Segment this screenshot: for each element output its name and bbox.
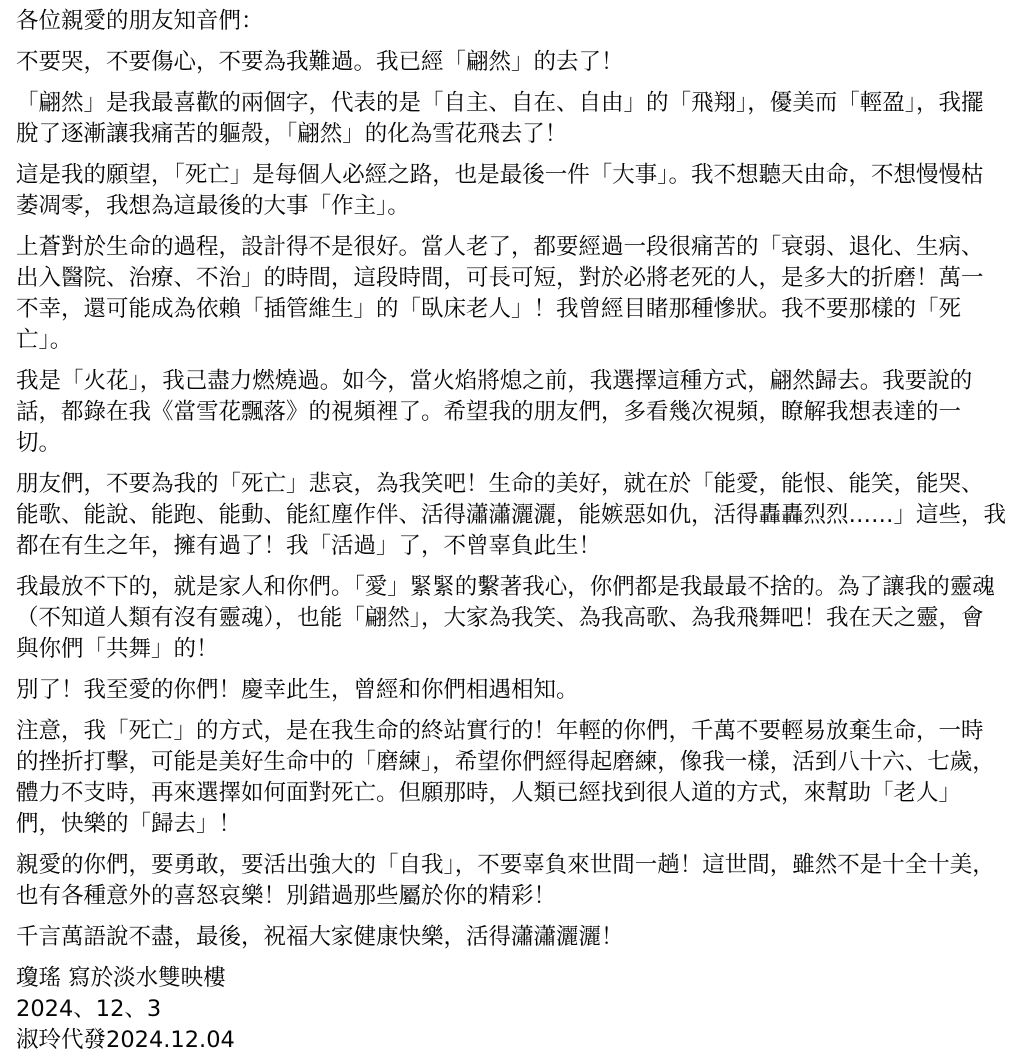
text-line: 切。 (16, 430, 62, 456)
paragraph (16, 160, 1016, 222)
text-line: 「翩然」是我最喜歡的兩個字，代表的是「自主、自在、自由」的「飛翔」，優美而「輕盈」，我擺 (16, 90, 984, 116)
text-line: 與你們「共舞」的！ (16, 636, 219, 662)
text-line: 不幸，還可能成為依賴「插管維生」的「臥床老人」！我曾經目睹那種慘狀。我不要那樣的「死 (16, 296, 962, 322)
text-line: 朋友們，不要為我的「死亡」悲哀，為我笑吧！生命的美好，就在於「能愛，能恨、能笑，能哭、 (16, 471, 984, 497)
paragraph (16, 572, 1016, 665)
text-line: 注意，我「死亡」的方式，是在我生命的終站實行的！年輕的你們，千萬不要輕易放棄生命，一時 (16, 718, 984, 744)
text-line: 我是「火花」，我己盡力燃燒過。如今，當火焰將熄之前，我選擇這種方式，翩然歸去。我要說的 (16, 368, 973, 394)
paragraph (16, 47, 1016, 78)
paragraph (16, 675, 1016, 706)
text-line: 別了！我至愛的你們！慶幸此生，曾經和你們相遇相知。 (16, 677, 579, 703)
paragraph (16, 469, 1016, 562)
signature-date: 2024、12、3 (16, 996, 162, 1022)
text-line: （不知道人類有沒有靈魂），也能「翩然」，大家為我笑、為我高歌、為我飛舞吧！我在天之靈，會 (16, 605, 984, 631)
signature-author: 瓊瑤 寫於淡水雙映樓 (16, 965, 226, 991)
posted-by-note: 淑玲代發2024.12.04 (16, 1027, 235, 1053)
text-line: 不要哭，不要傷心，不要為我難過。我已經「翩然」的去了！ (16, 49, 624, 75)
text-line: 萎凋零，我想為這最後的大事「作主」。 (16, 193, 410, 219)
text-line: 能歌、能說、能跑、能動、能紅塵作伴、活得瀟瀟灑灑，能嫉惡如仇，活得轟轟烈烈……」這些，我 (16, 502, 1007, 528)
paragraph (16, 716, 1016, 840)
text-line: 都在有生之年，擁有過了！我「活過」了，不曾辜負此生！ (16, 533, 602, 559)
text-line: 也有各種意外的喜怒哀樂！別錯過那些屬於你的精彩！ (16, 883, 557, 909)
text-line: 出入醫院、治療、不治」的時間，這段時間，可長可短，對於必將老死的人，是多大的折磨！萬一 (16, 265, 984, 291)
text-line: 體力不支時，再來選擇如何面對死亡。但願那時，人類已經找到很人道的方式，來幫助「老人」 (16, 780, 962, 806)
paragraph (16, 232, 1016, 356)
text-line: 我最放不下的，就是家人和你們。「愛」緊緊的繫著我心，你們都是我最最不捨的。為了讓我的靈魂 (16, 574, 995, 600)
text-line: 脫了逐漸讓我痛苦的軀殼，「翩然」的化為雪花飛去了！ (16, 121, 568, 147)
text-line: 們，快樂的「歸去」！ (16, 811, 242, 837)
text-line: 千言萬語說不盡，最後，祝福大家健康快樂，活得瀟瀟灑灑！ (16, 924, 624, 950)
text-line: 上蒼對於生命的過程，設計得不是很好。當人老了，都要經過一段很痛苦的「衰弱、退化、生病、 (16, 234, 984, 260)
paragraph (16, 88, 1016, 150)
text-line: 話，都錄在我《當雪花飄落》的視頻裡了。希望我的朋友們，多看幾次視頻，瞭解我想表達的一 (16, 399, 962, 425)
paragraph-greeting (16, 6, 1016, 37)
text-line: 這是我的願望，「死亡」是每個人必經之路，也是最後一件「大事」。我不想聽天由命，不想慢慢枯 (16, 162, 984, 188)
text-line: 的挫折打擊，可能是美好生命中的「磨練」，希望你們經得起磨練，像我一樣，活到八十六、七歲， (16, 749, 995, 775)
paragraph (16, 366, 1016, 459)
paragraph (16, 922, 1016, 953)
signature-block (16, 963, 1016, 1056)
text-line: 亡」。 (16, 327, 73, 353)
text-line: 各位親愛的朋友知音們： (16, 8, 264, 34)
paragraph (16, 850, 1016, 912)
text-line: 親愛的你們，要勇敢，要活出強大的「自我」，不要辜負來世間一趟！這世間，雖然不是十全十美， (16, 852, 995, 878)
